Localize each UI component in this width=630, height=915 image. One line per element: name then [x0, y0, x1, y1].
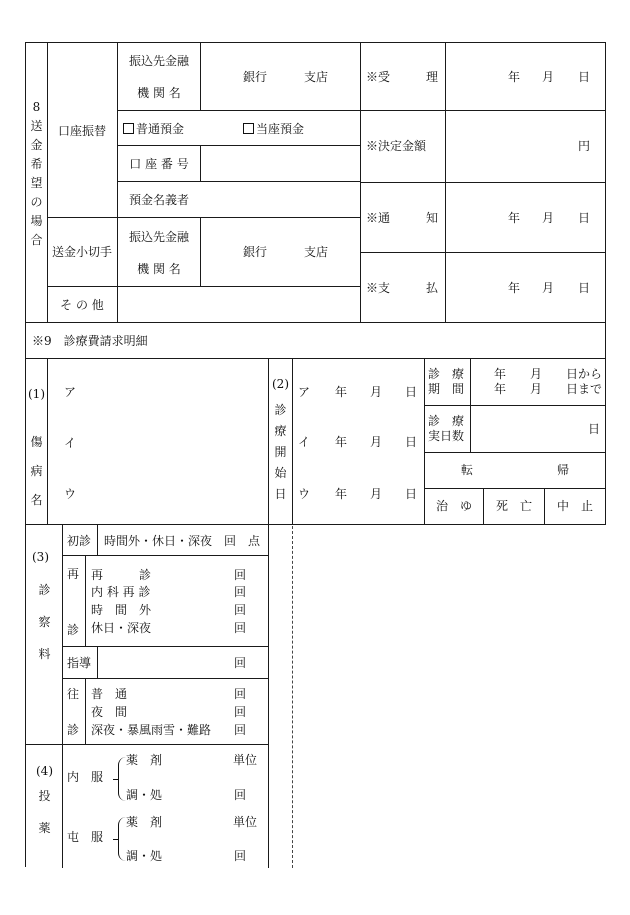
- rule: [97, 524, 98, 556]
- rule: [85, 555, 86, 647]
- shido-label: 指導: [67, 656, 92, 670]
- bank-name-field-1[interactable]: [201, 43, 360, 110]
- kai-label: 回: [234, 603, 247, 617]
- futsu-yokin-label: 普通預金: [136, 122, 185, 136]
- diagnosis-u-label: ウ: [64, 487, 77, 501]
- tani-label: 単位: [233, 815, 258, 829]
- year-label: 年: [335, 385, 348, 399]
- kai-label: 回: [234, 568, 247, 582]
- from-suffix: 日から: [566, 367, 603, 381]
- kai-label: 回: [234, 723, 247, 737]
- month-label: 月: [370, 435, 383, 449]
- diagnosis-i-label: イ: [64, 436, 77, 450]
- rule: [47, 42, 48, 323]
- month-label: 月: [542, 70, 555, 84]
- month-label: 月: [370, 487, 383, 501]
- jitsunissu-label: 診 療 実日数: [428, 414, 465, 443]
- account-holder-field[interactable]: [201, 182, 360, 217]
- section8-title: 8 送 金 希 望 の 場 合: [30, 100, 43, 247]
- year-label: 年: [508, 281, 521, 295]
- branch-label-2: 支店: [304, 245, 329, 259]
- rule: [361, 182, 605, 183]
- year-label: 年: [508, 211, 521, 225]
- bank-name-field-2[interactable]: [201, 218, 360, 286]
- futsu-yokin-option[interactable]: [123, 122, 184, 136]
- tenki-label: 転 帰: [460, 463, 569, 477]
- shinryo-kikan-label: 診 療 期 間: [428, 367, 465, 396]
- toza-yokin-checkbox[interactable]: [243, 123, 254, 134]
- kaishi-number: (2): [272, 377, 289, 391]
- furikomi-saki-label-2: 振込先金融: [128, 230, 189, 244]
- rule: [445, 252, 446, 323]
- yakuzai-label: 薬 剤: [126, 753, 163, 767]
- oushin-top-label: 往: [67, 687, 80, 701]
- month-label: 月: [542, 281, 555, 295]
- rule: [445, 182, 446, 253]
- start-a-label: ア: [298, 385, 311, 399]
- rule: [445, 42, 446, 111]
- oushin-bottom-label: 診: [67, 723, 80, 737]
- tonpuku-label: 屯 服: [67, 830, 104, 844]
- saishin-row-4: 休日・深夜: [91, 621, 152, 635]
- rule: [361, 252, 605, 253]
- rule: [25, 358, 605, 359]
- bank-label: 銀行: [243, 70, 268, 84]
- diagnosis-field[interactable]: [80, 362, 266, 522]
- kai-label: 回: [234, 705, 247, 719]
- shoshin-detail: 時間外・休日・深夜 回 点: [104, 534, 261, 548]
- rule: [200, 110, 360, 111]
- day-label: 日: [578, 211, 591, 225]
- chiyu-option[interactable]: 治 ゆ: [435, 499, 472, 513]
- oushin-row-1: 普 通: [91, 687, 128, 701]
- rule: [62, 524, 63, 868]
- kaishi-label: 診 療 開 始 日: [274, 403, 287, 501]
- koza-bango-label: 口 座 番 号: [129, 157, 189, 171]
- dashed-divider: [292, 526, 293, 868]
- rule: [268, 358, 269, 868]
- day-label: 日: [405, 487, 418, 501]
- year-label: 年: [508, 70, 521, 84]
- other-field[interactable]: [118, 287, 360, 322]
- tonpuku-brace: [118, 817, 126, 861]
- kikan-mei-label-2: 機 関 名: [137, 262, 181, 276]
- branch-label: 支店: [304, 70, 329, 84]
- kikan-mei-label: 機 関 名: [137, 86, 181, 100]
- month-label: 月: [530, 367, 543, 381]
- kai-label: 回: [234, 656, 247, 670]
- kettei-kingaku-label: ※決定金額: [366, 139, 427, 153]
- naifuku-label: 内 服: [67, 770, 104, 784]
- day-label: 日: [405, 435, 418, 449]
- shibo-option[interactable]: 死 亡: [495, 499, 532, 513]
- saishin-row-2: 内 科 再 診: [91, 585, 151, 599]
- toza-yokin-label: 当座預金: [256, 122, 305, 136]
- koza-furikae-label: 口座振替: [57, 124, 106, 138]
- day-label: 日: [578, 281, 591, 295]
- shobyo-number: (1): [28, 387, 45, 401]
- yen-label: 円: [578, 139, 591, 153]
- to-suffix: 日まで: [566, 382, 603, 396]
- yokin-meigi-label: 預金名義者: [128, 193, 189, 207]
- rule: [25, 524, 605, 525]
- yakuzai-label: 薬 剤: [126, 815, 163, 829]
- rule: [47, 358, 48, 525]
- saishin-bottom-label: 診: [67, 623, 80, 637]
- section4-label: 投 薬: [38, 789, 51, 835]
- day-unit: 日: [588, 422, 601, 436]
- year-label: 年: [494, 367, 507, 381]
- month-label: 月: [530, 382, 543, 396]
- rule: [62, 678, 268, 679]
- section3-number: (3): [32, 550, 49, 564]
- kai-label: 回: [234, 849, 247, 863]
- rule: [424, 488, 605, 489]
- chushi-option[interactable]: 中 止: [556, 499, 593, 513]
- kai-label: 回: [234, 585, 247, 599]
- kai-label: 回: [234, 621, 247, 635]
- account-number-field[interactable]: [201, 146, 360, 181]
- rule: [292, 358, 293, 525]
- oushin-row-3: 深夜・暴風雨雪・難路: [91, 723, 212, 737]
- rule: [25, 322, 605, 323]
- rule: [117, 42, 118, 323]
- naifuku-brace: [118, 757, 126, 801]
- rule: [62, 555, 268, 556]
- start-u-label: ウ: [298, 487, 311, 501]
- rule: [360, 42, 361, 323]
- year-label: 年: [335, 435, 348, 449]
- day-label: 日: [405, 385, 418, 399]
- kai-label: 回: [234, 788, 247, 802]
- year-label: 年: [335, 487, 348, 501]
- oushin-row-2: 夜 間: [91, 705, 128, 719]
- futsu-yokin-checkbox[interactable]: [123, 123, 134, 134]
- saishin-row-1: 再 診: [91, 568, 152, 582]
- rule: [117, 110, 201, 111]
- sonota-label: そ の 他: [60, 298, 104, 312]
- uketori-label: ※受 理: [366, 70, 439, 84]
- tani-label: 単位: [233, 753, 258, 767]
- kai-label: 回: [234, 687, 247, 701]
- rule: [424, 452, 605, 453]
- day-label: 日: [578, 70, 591, 84]
- rule: [62, 646, 268, 647]
- sokin-kogitte-label: 送金小切手: [51, 245, 112, 259]
- rule: [97, 646, 98, 679]
- furikomi-saki-label: 振込先金融: [128, 54, 189, 68]
- section9-title: ※9 診療費請求明細: [32, 334, 148, 348]
- form-left-border: [25, 42, 26, 867]
- saishin-row-3: 時 間 外: [91, 603, 152, 617]
- month-label: 月: [542, 211, 555, 225]
- year-label: 年: [494, 382, 507, 396]
- section3-label: 診 察 料: [38, 583, 51, 661]
- month-label: 月: [370, 385, 383, 399]
- shiharai-label: ※支 払: [366, 281, 439, 295]
- bank-label-2: 銀行: [243, 245, 268, 259]
- start-i-label: イ: [298, 435, 311, 449]
- tsuchi-label: ※通 知: [366, 211, 439, 225]
- shoshin-label: 初診: [67, 534, 92, 548]
- rule: [85, 678, 86, 745]
- shobyo-label: 傷 病 名: [30, 435, 43, 507]
- diagnosis-a-label: ア: [64, 385, 77, 399]
- section4-number: (4): [36, 764, 53, 778]
- toza-yokin-option[interactable]: [243, 122, 304, 136]
- saishin-top-label: 再: [67, 567, 80, 581]
- chosho-label: 調・処: [126, 788, 163, 802]
- visit-days-field[interactable]: [471, 406, 581, 451]
- form-right-border: [605, 42, 606, 525]
- chosho-label: 調・処: [126, 849, 163, 863]
